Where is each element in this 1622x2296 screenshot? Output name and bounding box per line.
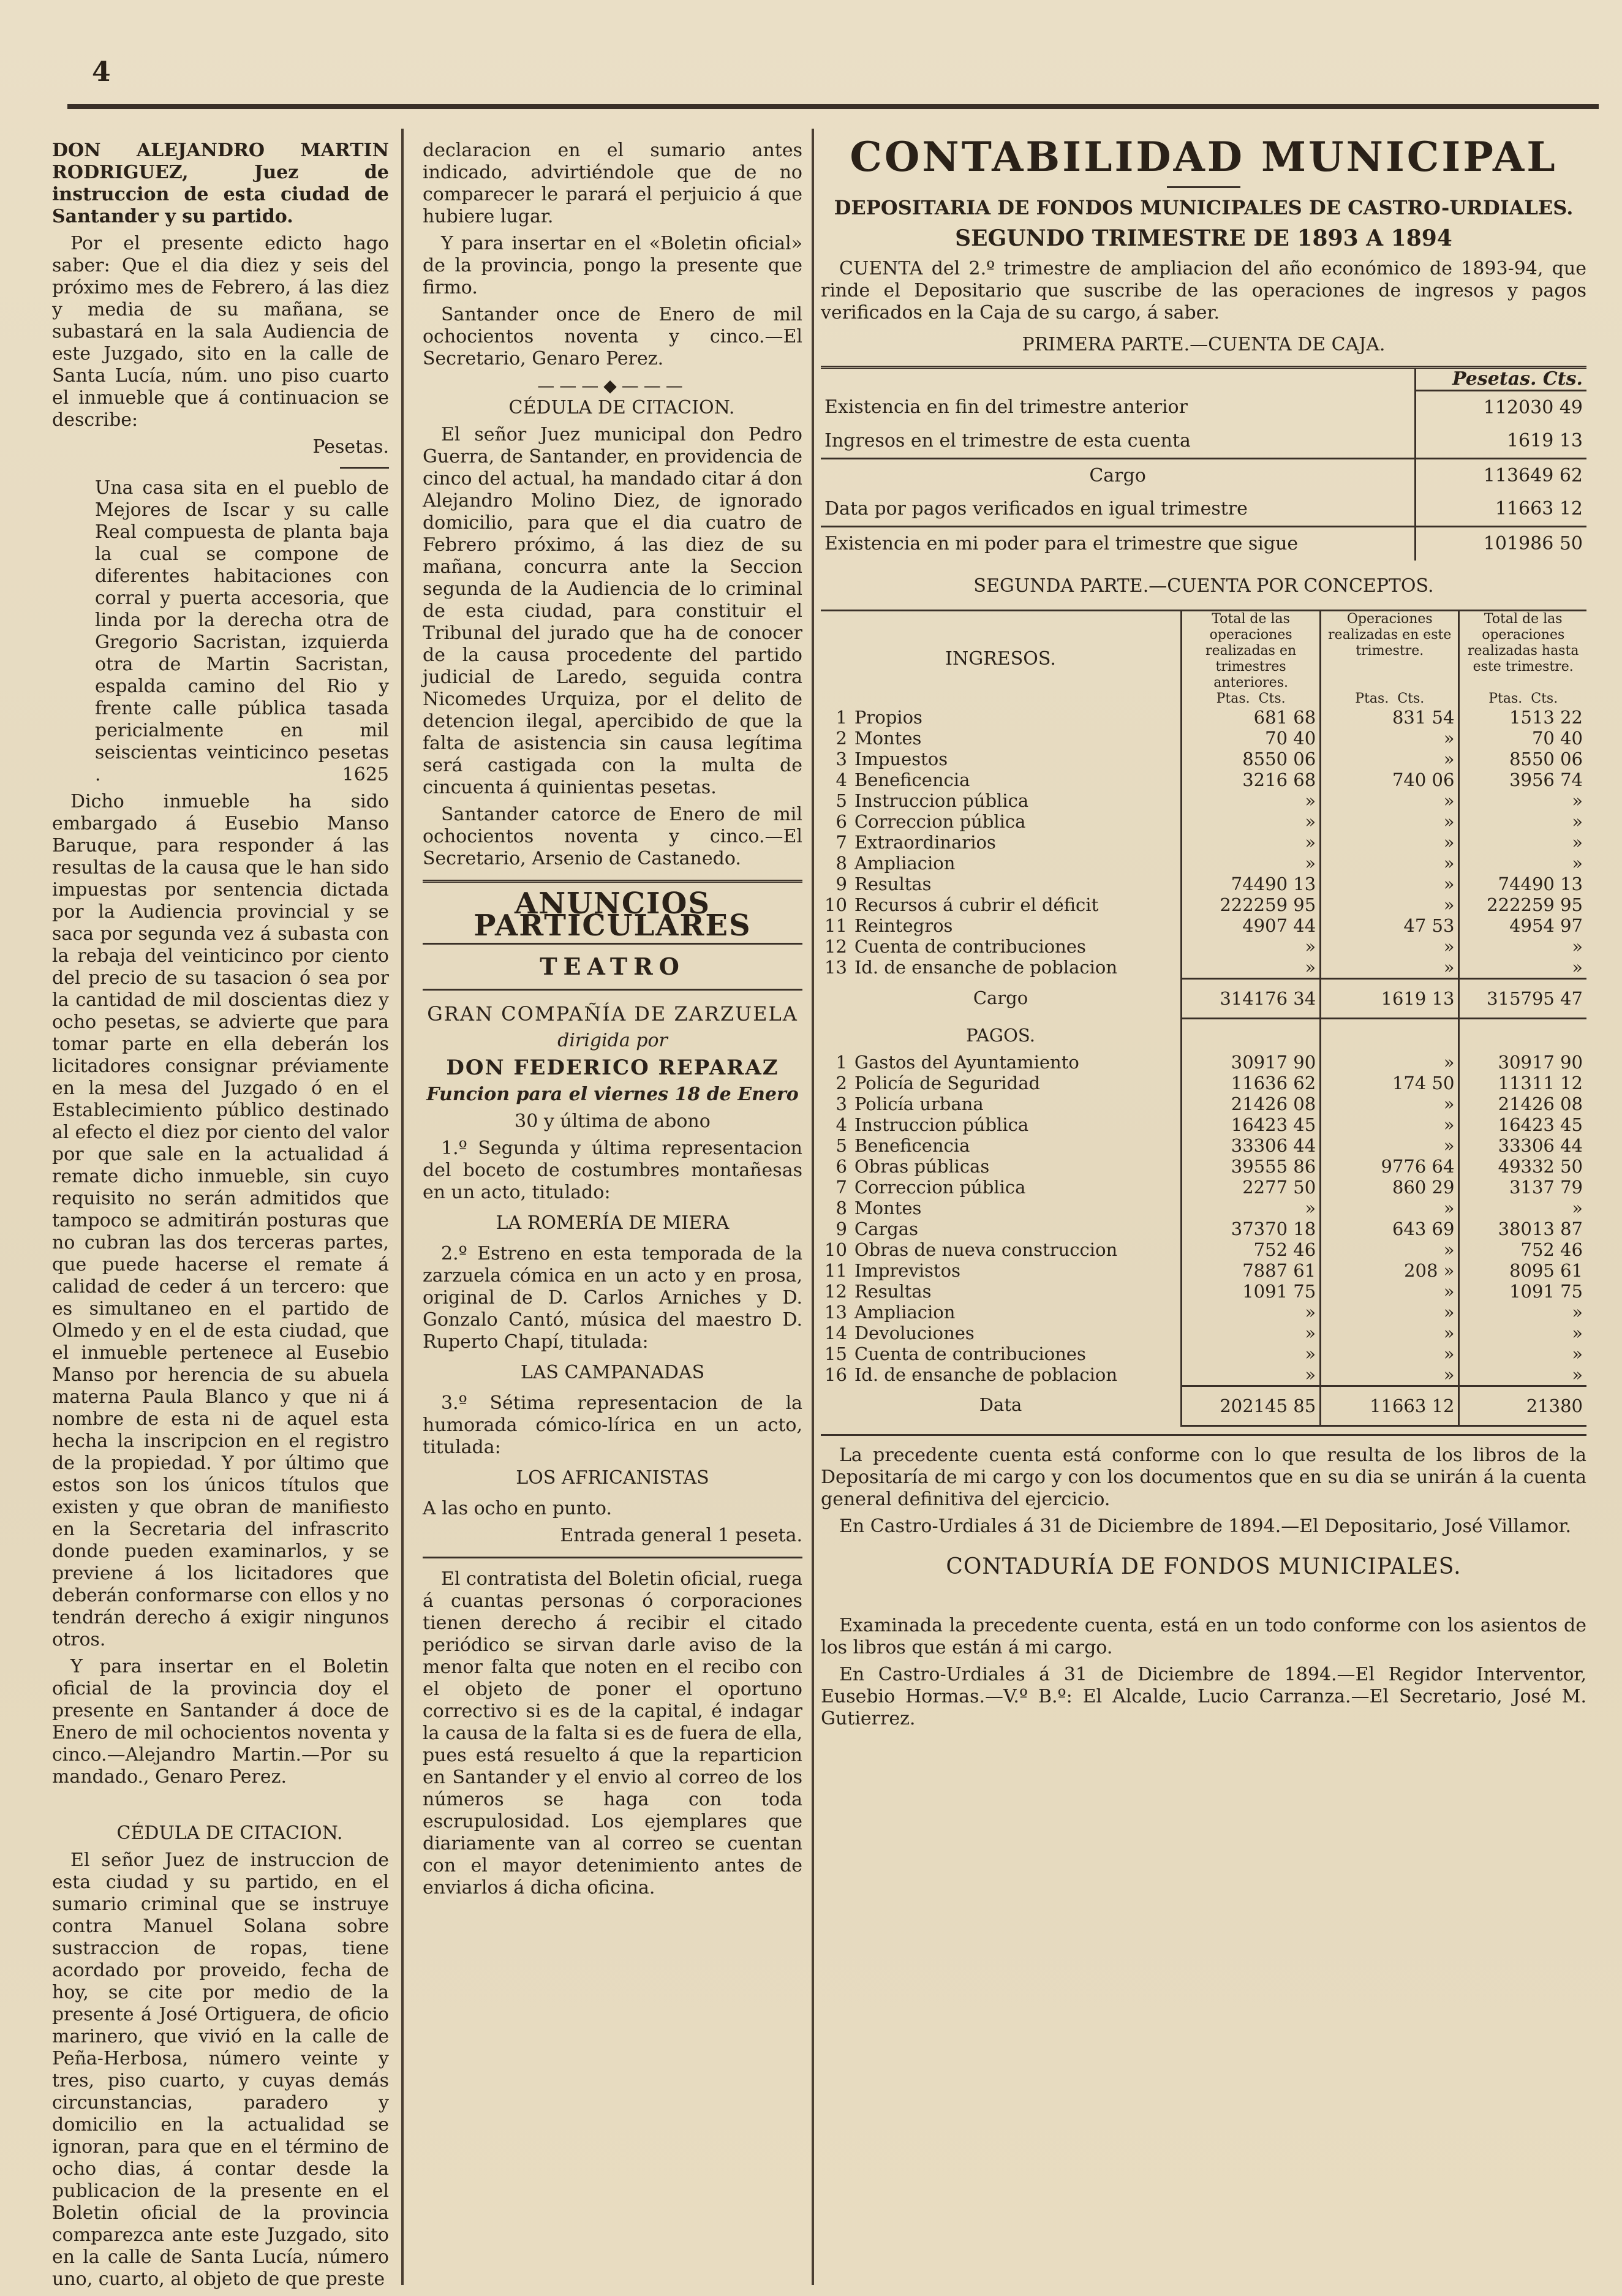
ingresos-cell-a: » <box>1182 790 1321 811</box>
pagos-cell-a: 752 46 <box>1182 1239 1321 1260</box>
ingresos-cell-t: » <box>1459 790 1586 811</box>
pagos-row <box>821 1135 1586 1156</box>
ingresos-cell-b: 740 06 <box>1321 769 1459 790</box>
pagos-cell-t: » <box>1459 1302 1586 1323</box>
ingresos-cell-c: Impuestos <box>854 749 948 769</box>
cedula-paragraph: El señor Juez municipal don Pedro Guerra, de Santander, en providencia de cinco del actual, ha mandado citar á don Alejandro Molino Diez, de ignorado domicilio, para que el dia cuatro de Febrero próximo, á las diez de su mañana, concurra ante la Seccion segunda de la Audiencia de lo criminal de esta ciudad, para constituir el Tribunal del jurado que ha de conocer de la causa procedente del partido judicial de Laredo, seguida contra Nicomedes Urquiza, por el delito de detencion ilegal, apercibido de que la falta de asistencia sin causa legítima será castigada con la multa de cincuenta á quinientas pesetas. <box>423 424 802 798</box>
program-title: LA ROMERÍA DE MIERA <box>496 1212 730 1234</box>
property-description: Una casa sita en el pueblo de Mejores de Iscar y su calle Real compuesta de planta baja la cual se compone de diferentes habitaciones con corral y puerta accesoria, que linda por la derecha otra de Gregorio Sacristan, izquierda otra de Martin Sacristan, espalda camino del Rio y frente calle pública tasada pericialmente en mil seiscientas veinticinco pesetas . 1625 <box>95 477 389 785</box>
program-title: LAS CAMPANADAS <box>520 1362 705 1383</box>
ingresos-cell-t: 8550 06 <box>1459 749 1586 769</box>
pagos-cell-b: » <box>1321 1239 1459 1260</box>
pagos-cell-b: » <box>1321 1302 1459 1323</box>
section-rule <box>423 1557 802 1558</box>
pagos-cell-n: 2 <box>836 1072 847 1093</box>
column-3 <box>821 133 1586 1735</box>
main-title: CONTABILIDAD MUNICIPAL <box>850 133 1558 181</box>
ingresos-cell-n: 6 <box>836 811 847 832</box>
contaduria-paragraph: Examinada la precedente cuenta, está en un todo conforme con los asientos de los libros que están á mi cargo. <box>821 1614 1586 1658</box>
section-rule <box>423 880 802 883</box>
pagos-row <box>821 1198 1586 1218</box>
pagos-cell-n: 16 <box>824 1364 847 1385</box>
pagos-cell-n: 8 <box>836 1197 847 1218</box>
ingresos-cell-c: Ampliacion <box>854 853 956 874</box>
ingresos-row <box>821 853 1586 874</box>
cargo-total-row <box>821 979 1586 1019</box>
pagos-cell-n: 10 <box>824 1239 847 1260</box>
program-item: 2.º Estreno en esta temporada de la zarzuela cómica en un acto y en prosa, original de D. Carlos Arniches y D. Gonzalo Cantó, música del maestro D. Ruperto Chapí, titulada: <box>423 1243 802 1353</box>
dirigida-label: dirigida por <box>557 1030 668 1051</box>
pagos-cell-c: Beneficencia <box>854 1135 970 1156</box>
pagos-row <box>821 1239 1586 1260</box>
ingresos-cell-a: » <box>1182 957 1321 979</box>
column-1 <box>52 140 389 1793</box>
data_row-value-a: 202145 85 <box>1182 1386 1321 1426</box>
pagos-cell-t: 3137 79 <box>1459 1177 1586 1198</box>
subhead-ptas-cts: Ptas. Cts. <box>1459 691 1586 707</box>
pagos-cell-c: Resultas <box>854 1280 932 1302</box>
pagos-cell-a: » <box>1182 1343 1321 1364</box>
pagos-cell-c: Cuenta de contribuciones <box>854 1343 1086 1364</box>
pagos-cell-t: 752 46 <box>1459 1239 1586 1260</box>
ornament-divider: ———◆——— <box>537 376 688 396</box>
ingresos-row <box>821 707 1586 728</box>
ingresos-row <box>821 874 1586 894</box>
teatro-heading: TEATRO <box>540 953 685 980</box>
ingresos-row <box>821 749 1586 769</box>
pagos-cell-t: 16423 45 <box>1459 1114 1586 1135</box>
column-rule-1 <box>401 129 404 2285</box>
company-name: GRAN COMPAÑÍA DE ZARZUELA <box>427 1002 798 1025</box>
subhead-ptas-cts: Ptas. Cts. <box>1321 691 1459 707</box>
ingresos-cell-a: 681 68 <box>1182 707 1321 728</box>
pagos-cell-b: » <box>1321 1093 1459 1114</box>
ingresos-cell-n: 9 <box>836 874 847 894</box>
pagos-row <box>821 1052 1586 1073</box>
pagos-cell-c: Correccion pública <box>854 1176 1026 1198</box>
ingresos-cell-c: Correccion pública <box>854 811 1026 832</box>
ingresos-cell-b: » <box>1321 853 1459 874</box>
pagos-cell-a: 16423 45 <box>1182 1114 1321 1135</box>
edict-heading: DON ALEJANDRO MARTIN RODRIGUEZ, Juez de instruccion de esta ciudad de Santander y su partido. <box>52 140 389 227</box>
pagos-cell-t: 30917 90 <box>1459 1052 1586 1073</box>
pagos-cell-a: » <box>1182 1198 1321 1218</box>
conceptos-table <box>821 610 1586 1427</box>
caja-label: Existencia en fin del trimestre anterior <box>824 396 1188 418</box>
ingresos-cell-c: Reintegros <box>854 915 953 936</box>
data_row-total-row <box>821 1386 1586 1426</box>
pagos-cell-a: 7887 61 <box>1182 1260 1321 1281</box>
property-value: 1625 <box>342 764 389 785</box>
contaduria-title: CONTADURÍA DE FONDOS MUNICIPALES. <box>946 1554 1462 1579</box>
pagos-cell-a: » <box>1182 1323 1321 1343</box>
pagos-row <box>821 1218 1586 1239</box>
ingresos-cell-t: » <box>1459 936 1586 957</box>
ingresos-cell-t: 70 40 <box>1459 728 1586 749</box>
pagos-cell-t: 11311 12 <box>1459 1073 1586 1093</box>
ingresos-cell-n: 1 <box>836 707 847 728</box>
pagos-cell-c: Devoluciones <box>854 1322 975 1343</box>
column-rule-2 <box>812 129 814 2285</box>
ingresos-cell-b: 47 53 <box>1321 915 1459 936</box>
ingresos-heading: INGRESOS. <box>945 648 1056 670</box>
pagos-cell-c: Obras de nueva construccion <box>854 1239 1118 1260</box>
ingresos-cell-c: Beneficencia <box>854 769 970 790</box>
caja-value: 1619 13 <box>1416 425 1586 459</box>
pagos-cell-b: » <box>1321 1114 1459 1135</box>
ingresos-cell-t: » <box>1459 832 1586 853</box>
ingresos-cell-n: 13 <box>824 957 847 978</box>
caja-value: 112030 49 <box>1416 391 1586 425</box>
ingresos-cell-c: Resultas <box>854 874 932 894</box>
ingresos-cell-b: » <box>1321 749 1459 769</box>
cedula-title: CÉDULA DE CITACION. <box>116 1822 343 1844</box>
ingresos-cell-n: 8 <box>836 853 847 874</box>
pagos-cell-c: Id. de ensanche de poblacion <box>854 1364 1118 1385</box>
director-name: DON FEDERICO REPARAZ <box>446 1055 779 1080</box>
ingresos-row <box>821 811 1586 832</box>
ingresos-cell-a: 222259 95 <box>1182 894 1321 915</box>
caja-row <box>821 425 1586 459</box>
pagos-cell-n: 14 <box>824 1322 847 1343</box>
caja-table <box>821 366 1586 561</box>
ingresos-cell-a: 3216 68 <box>1182 769 1321 790</box>
pagos-row <box>821 1323 1586 1343</box>
cargo-label: Cargo <box>973 987 1028 1008</box>
pagos-heading: PAGOS. <box>966 1024 1035 1046</box>
pagos-cell-n: 11 <box>824 1259 847 1281</box>
pagos-cell-c: Imprevistos <box>854 1259 960 1281</box>
col-head-current: Operaciones realizadas en este trimestre. <box>1321 611 1459 692</box>
pagos-cell-a: 1091 75 <box>1182 1281 1321 1302</box>
ingresos-cell-a: » <box>1182 853 1321 874</box>
cedula-paragraph: El señor Juez de instruccion de esta ciudad y su partido, en el sumario criminal que se instruye contra Manuel Solana sobre sustraccion de ropas, tiene acordado por proveido, fecha de hoy, se cite por medio de la presente á José Ortiguera, de oficio marinero, que vivió en la calle de Peña-Herbosa, número veinte y tres, piso cuarto, y cuyas demás circunstancias, paradero y domicilio en la actualidad se ignoran, para que en el término de ocho dias, á contar desde la publicacion de la presente en el Boletin oficial de la provincia comparezca ante este Juzgado, sito en la calle de Santa Lucía, número uno, cuarto, al objeto de que preste <box>52 1849 389 2290</box>
pagos-cell-b: 9776 64 <box>1321 1156 1459 1177</box>
note-paragraph: La precedente cuenta está conforme con lo que resulta de los libros de la Depositaría de mi cargo y con los documentos que en su dia se unirán á la cuenta general definitiva del ejercicio. <box>821 1444 1586 1510</box>
pagos-row <box>821 1114 1586 1135</box>
pagos-cell-c: Instruccion pública <box>854 1114 1029 1135</box>
ingresos-row <box>821 936 1586 957</box>
ingresos-cell-a: » <box>1182 811 1321 832</box>
column-2 <box>423 140 802 1904</box>
caja-header: Pesetas. Cts. <box>1416 368 1586 391</box>
caja-label: Existencia en mi poder para el trimestre que sigue <box>824 533 1299 554</box>
section-rule <box>423 989 802 991</box>
cont-paragraph: Santander once de Enero de mil ochocientos noventa y cinco.—El Secretario, Genaro Perez. <box>423 304 802 369</box>
ingresos-row <box>821 790 1586 811</box>
ingresos-row <box>821 769 1586 790</box>
cedula-title: CÉDULA DE CITACION. <box>508 397 735 418</box>
ingresos-row <box>821 957 1586 979</box>
pagos-cell-n: 6 <box>836 1155 847 1177</box>
pagos-cell-n: 13 <box>824 1301 847 1323</box>
ingresos-cell-b: » <box>1321 936 1459 957</box>
caja-label: Cargo <box>1089 465 1146 486</box>
short-rule <box>340 467 389 469</box>
pagos-cell-t: » <box>1459 1364 1586 1386</box>
pagos-cell-b: » <box>1321 1052 1459 1073</box>
ingresos-cell-t: 4954 97 <box>1459 915 1586 936</box>
segunda-parte: SEGUNDA PARTE.—CUENTA POR CONCEPTOS. <box>973 575 1434 597</box>
cedula-paragraph: Santander catorce de Enero de mil ochocientos noventa y cinco.—El Secretario, Arsenio de Castanedo. <box>423 804 802 869</box>
pagos-cell-b: » <box>1321 1343 1459 1364</box>
pagos-cell-t: » <box>1459 1343 1586 1364</box>
ingresos-cell-n: 4 <box>836 769 847 790</box>
pagos-cell-b: 643 69 <box>1321 1218 1459 1239</box>
pesetas-label: Pesetas. <box>312 436 389 458</box>
pagos-row <box>821 1281 1586 1302</box>
pagos-cell-n: 12 <box>824 1280 847 1302</box>
ingresos-cell-t: 3956 74 <box>1459 769 1586 790</box>
ingresos-cell-c: Recursos á cubrir el déficit <box>854 894 1099 915</box>
cargo-value-a: 314176 34 <box>1182 979 1321 1019</box>
pagos-cell-a: 33306 44 <box>1182 1135 1321 1156</box>
caja-value: 11663 12 <box>1416 493 1586 527</box>
ingresos-row <box>821 832 1586 853</box>
pagos-cell-c: Obras públicas <box>854 1155 990 1177</box>
pagos-cell-b: 860 29 <box>1321 1177 1459 1198</box>
data_row-value-b: 11663 12 <box>1321 1386 1459 1426</box>
short-rule <box>1167 186 1240 188</box>
section-rule <box>821 1434 1586 1436</box>
program-title: LOS AFRICANISTAS <box>516 1467 709 1489</box>
pagos-cell-n: 15 <box>824 1343 847 1364</box>
caja-label: Data por pagos verificados en igual trimestre <box>821 493 1416 527</box>
ingresos-cell-a: 70 40 <box>1182 728 1321 749</box>
ingresos-cell-b: » <box>1321 894 1459 915</box>
ingresos-cell-t: » <box>1459 853 1586 874</box>
ingresos-cell-b: » <box>1321 957 1459 979</box>
column-1-lower <box>52 1822 389 2295</box>
ingresos-cell-b: » <box>1321 874 1459 894</box>
pagos-row <box>821 1156 1586 1177</box>
cont-paragraph: Y para insertar en el «Boletin oficial» de la provincia, pongo la presente que firmo. <box>423 233 802 298</box>
caja-value: 113649 62 <box>1416 459 1586 493</box>
col-head-total: Total de las operaciones realizadas hasta este trimestre. <box>1459 611 1586 692</box>
caja-row <box>821 527 1586 561</box>
pagos-cell-b: » <box>1321 1281 1459 1302</box>
ingresos-cell-n: 7 <box>836 832 847 853</box>
col-head-prev: Total de las operaciones realizadas en trimestres anteriores. <box>1182 611 1321 692</box>
pagos-cell-n: 3 <box>836 1093 847 1114</box>
pagos-cell-b: 174 50 <box>1321 1073 1459 1093</box>
ingresos-cell-t: » <box>1459 957 1586 979</box>
pagos-row <box>821 1260 1586 1281</box>
edict-paragraph: Y para insertar en el Boletin oficial de la provincia doy el presente en Santander á doce de Enero de mil ochocientos noventa y cinco.—Alejandro Martin.—Por su mandado., Genaro Perez. <box>52 1656 389 1788</box>
section-rule <box>423 943 802 945</box>
ingresos-cell-a: » <box>1182 832 1321 853</box>
pagos-cell-a: 37370 18 <box>1182 1218 1321 1239</box>
ingresos-cell-t: » <box>1459 811 1586 832</box>
abono-label: 30 y última de abono <box>515 1111 711 1132</box>
ingresos-cell-c: Propios <box>854 707 922 728</box>
pagos-cell-a: 2277 50 <box>1182 1177 1321 1198</box>
pagos-cell-a: 30917 90 <box>1182 1052 1321 1073</box>
pagos-cell-t: 8095 61 <box>1459 1260 1586 1281</box>
pagos-row <box>821 1177 1586 1198</box>
data_row-label: Data <box>979 1394 1022 1415</box>
ingresos-cell-c: Instruccion pública <box>854 790 1029 811</box>
trimestre-title: SEGUNDO TRIMESTRE DE 1893 A 1894 <box>955 225 1452 251</box>
pagos-cell-c: Policía de Seguridad <box>854 1072 1041 1093</box>
ingresos-cell-n: 2 <box>836 728 847 749</box>
ingresos-cell-n: 11 <box>824 915 847 936</box>
ingresos-cell-n: 12 <box>824 936 847 957</box>
pagos-cell-a: 21426 08 <box>1182 1093 1321 1114</box>
pagos-cell-n: 7 <box>836 1176 847 1198</box>
pagos-row <box>821 1302 1586 1323</box>
cargo-value-t: 315795 47 <box>1459 979 1586 1019</box>
ingresos-cell-a: 4907 44 <box>1182 915 1321 936</box>
pagos-row <box>821 1343 1586 1364</box>
contaduria-paragraph: En Castro-Urdiales á 31 de Diciembre de 1894.—El Regidor Interventor, Eusebio Hormas.—V.º B.º: El Alcalde, Lucio Carranza.—El Secretario, José M. Gutierrez. <box>821 1663 1586 1729</box>
intro-paragraph: CUENTA del 2.º trimestre de ampliacion del año económico de 1893-94, que rinde el Depositario que suscribe de las operaciones de ingresos y pagos verificados en la Caja de su cargo, á saber. <box>821 258 1586 323</box>
pagos-cell-a: 39555 86 <box>1182 1156 1321 1177</box>
ingresos-cell-b: » <box>1321 832 1459 853</box>
caja-row <box>821 493 1586 527</box>
pagos-cell-c: Ampliacion <box>854 1301 956 1323</box>
pagos-cell-a: » <box>1182 1302 1321 1323</box>
note-paragraph: En Castro-Urdiales á 31 de Diciembre de 1894.—El Depositario, José Villamor. <box>839 1515 1572 1537</box>
ingresos-cell-a: 74490 13 <box>1182 874 1321 894</box>
cont-paragraph: declaracion en el sumario antes indicado, advirtiéndole que de no comparecer le parará el perjuicio á que hubiere lugar. <box>423 140 802 227</box>
ingresos-cell-b: » <box>1321 790 1459 811</box>
pagos-cell-a: 11636 62 <box>1182 1073 1321 1093</box>
ingresos-cell-t: 74490 13 <box>1459 874 1586 894</box>
ingresos-cell-b: 831 54 <box>1321 707 1459 728</box>
pagos-cell-n: 9 <box>836 1218 847 1239</box>
ingresos-row <box>821 728 1586 749</box>
pagos-cell-b: 208 » <box>1321 1260 1459 1281</box>
ingresos-cell-t: 1513 22 <box>1459 707 1586 728</box>
program-item: 3.º Sétima representacion de la humorada cómico-lírica en un acto, titulada: <box>423 1392 802 1458</box>
pagos-cell-b: » <box>1321 1364 1459 1386</box>
pagos-cell-t: 33306 44 <box>1459 1135 1586 1156</box>
ingresos-cell-n: 3 <box>836 749 847 769</box>
pagos-cell-t: 1091 75 <box>1459 1281 1586 1302</box>
pagos-cell-c: Policía urbana <box>854 1093 984 1114</box>
ingresos-row <box>821 894 1586 915</box>
pagos-cell-t: 21426 08 <box>1459 1093 1586 1114</box>
ingresos-cell-a: 8550 06 <box>1182 749 1321 769</box>
pagos-cell-c: Gastos del Ayuntamiento <box>854 1051 1079 1073</box>
pagos-cell-b: » <box>1321 1135 1459 1156</box>
pagos-cell-n: 1 <box>836 1051 847 1073</box>
pagos-cell-n: 5 <box>836 1135 847 1156</box>
ingresos-cell-c: Cuenta de contribuciones <box>854 936 1086 957</box>
ingresos-cell-c: Id. de ensanche de poblacion <box>854 957 1118 978</box>
show-time: A las ocho en punto. <box>423 1498 612 1519</box>
primera-parte: PRIMERA PARTE.—CUENTA DE CAJA. <box>1022 334 1386 355</box>
page-number: 4 <box>92 56 111 88</box>
top-rule <box>67 104 1599 109</box>
ticket-price: Entrada general 1 peseta. <box>560 1525 802 1546</box>
program-item: 1.º Segunda y última representacion del boceto de costumbres montañesas en un acto, titulado: <box>423 1138 802 1203</box>
pagos-cell-t: » <box>1459 1323 1586 1343</box>
caja-label: Ingresos en el trimestre de esta cuenta <box>821 425 1416 459</box>
pagos-row <box>821 1093 1586 1114</box>
depositaria-subtitle: DEPOSITARIA DE FONDOS MUNICIPALES DE CASTRO-URDIALES. <box>834 196 1574 219</box>
funcion-date: Funcion para el viernes 18 de Enero <box>426 1084 799 1105</box>
caja-row <box>821 391 1586 425</box>
pagos-row <box>821 1073 1586 1093</box>
edict-paragraph: Por el presente edicto hago saber: Que el dia diez y seis del próximo mes de Febrero, á las diez y media de su mañana, se subastará en la sala Audiencia de este Juzgado, sito en la calle de Santa Lucía, núm. uno piso cuarto el inmueble que á continuacion se describe: <box>52 233 389 431</box>
pagos-cell-c: Montes <box>854 1197 922 1218</box>
cargo-value-b: 1619 13 <box>1321 979 1459 1019</box>
ingresos-cell-a: » <box>1182 936 1321 957</box>
ingresos-cell-b: » <box>1321 811 1459 832</box>
pagos-cell-c: Cargas <box>854 1218 918 1239</box>
subhead-ptas-cts: Ptas. Cts. <box>1182 691 1321 707</box>
pagos-cell-b: » <box>1321 1323 1459 1343</box>
pagos-cell-a: » <box>1182 1364 1321 1386</box>
pagos-cell-t: 38013 87 <box>1459 1218 1586 1239</box>
ads-title: ANUNCIOS PARTICULARES <box>473 886 752 943</box>
pagos-row <box>821 1364 1586 1386</box>
pagos-cell-n: 4 <box>836 1114 847 1135</box>
ingresos-cell-t: 222259 95 <box>1459 894 1586 915</box>
data_row-value-t: 21380 <box>1459 1386 1586 1426</box>
ingresos-cell-c: Montes <box>854 728 922 749</box>
edict-paragraph: Dicho inmueble ha sido embargado á Eusebio Manso Baruque, para responder á las resultas de la causa que le han sido impuestas por sentencia dictada por la Audiencia provincial y se saca por segunda vez á subasta con la rebaja del veinticinco por ciento del precio de su tasacion ó sea por la cantidad de mil doscientas diez y ocho pesetas, se advierte que para tomar parte en ella deberán los licitadores consignar préviamente en la mesa del Juzgado ó en el Establecimiento público destinado al efecto el diez por ciento del valor por que sale en la actualidad á remate dicho inmueble, sin cuyo requisito no serán admitidos que tampoco se admitirán posturas que no cubran las dos terceras partes, que puede hacerse el remate á calidad de ceder á un tercero: que es simultaneo en el partido de Olmedo y en el de esta ciudad, que el inmueble pertenece al Eusebio Manso por herencia de su abuela materna Paula Blanco y que ni á nombre de esta ni de aquel esta hecha la inscripcion en el registro de la propiedad. Y por último que estos son los únicos títulos que existen y que obran de manifiesto en la Secretaria del infrascrito donde pueden examinarlos, y se previene á los licitadores que deberán conformarse con ellos y no tendrán derecho á exigir ningunos otros. <box>52 791 389 1650</box>
pagos-cell-t: » <box>1459 1198 1586 1218</box>
caja-row <box>821 459 1586 493</box>
ingresos-row <box>821 915 1586 936</box>
contractor-notice: El contratista del Boletin oficial, ruega á cuantas personas ó corporaciones tienen derecho á recibir el citado periódico se sirvan darle aviso de la menor falta que noten en el recibo con el objeto de poner el oportuno correctivo si es de la capital, é indagar la causa de la falta si es de fuera de ella, pues está resuelto á que la reparticion en Santander y el envio al correo de los números se haga con toda escrupulosidad. Los ejemplares que diariamente van al correo se cuentan con el mayor detenimiento antes de enviarlos á dicha oficina. <box>423 1568 802 1898</box>
ingresos-cell-c: Extraordinarios <box>854 832 996 853</box>
ingresos-cell-b: » <box>1321 728 1459 749</box>
pagos-cell-b: » <box>1321 1198 1459 1218</box>
ingresos-cell-n: 10 <box>824 894 847 915</box>
pagos-cell-t: 49332 50 <box>1459 1156 1586 1177</box>
ingresos-cell-n: 5 <box>836 790 847 811</box>
caja-value: 101986 50 <box>1416 527 1586 561</box>
